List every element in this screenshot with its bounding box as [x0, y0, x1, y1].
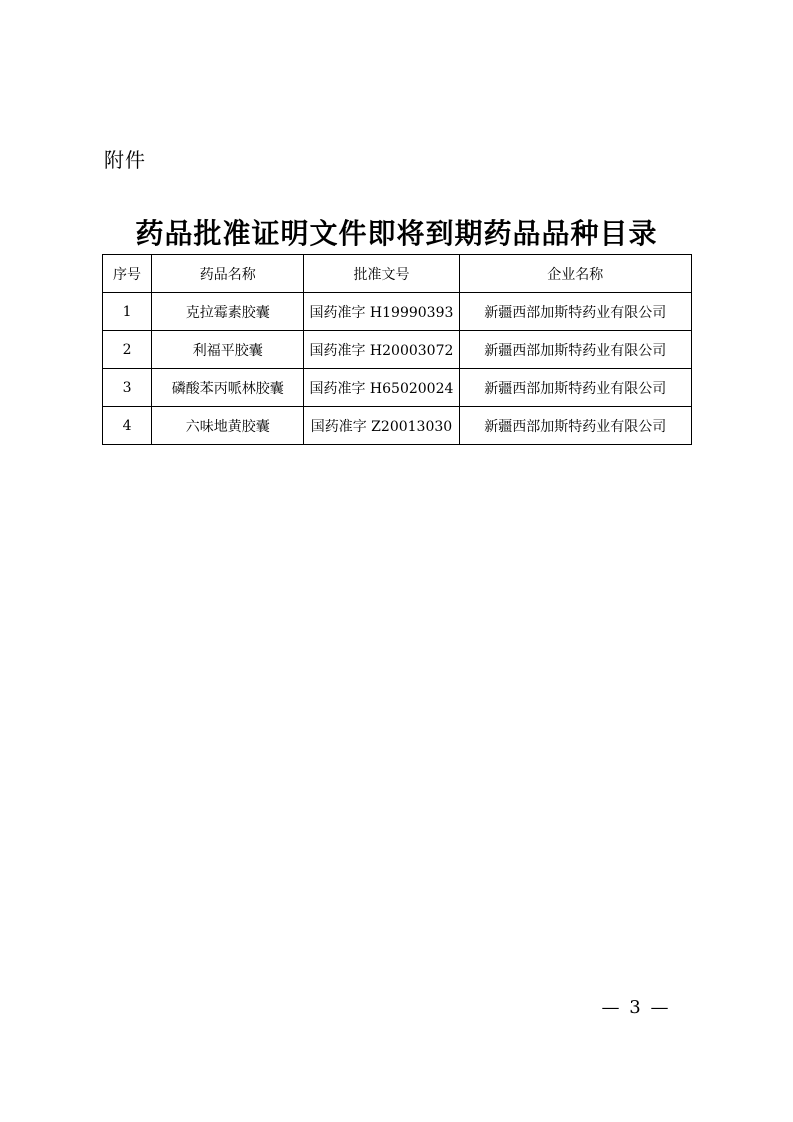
table-row [103, 331, 692, 369]
table-row [103, 407, 692, 445]
cell-drug-name: 六味地黄胶囊 [152, 407, 304, 445]
cell-drug-name: 磷酸苯丙哌林胶囊 [152, 369, 304, 407]
header-serial-number: 序号 [103, 255, 152, 293]
cell-drug-name: 克拉霉素胶囊 [152, 293, 304, 331]
cell-company-name: 新疆西部加斯特药业有限公司 [459, 369, 691, 407]
page-number: — 3 — [601, 997, 671, 1018]
cell-approval-number: 国药准字 H20003072 [304, 331, 459, 369]
header-company-name: 企业名称 [459, 255, 691, 293]
cell-serial-number: 1 [103, 293, 152, 331]
table-header-row [103, 255, 692, 293]
cell-company-name: 新疆西部加斯特药业有限公司 [459, 407, 691, 445]
cell-serial-number: 3 [103, 369, 152, 407]
cell-drug-name: 利福平胶囊 [152, 331, 304, 369]
cell-company-name: 新疆西部加斯特药业有限公司 [459, 331, 691, 369]
header-approval-number: 批准文号 [304, 255, 459, 293]
attachment-label: 附件 [104, 148, 146, 172]
cell-approval-number: 国药准字 Z20013030 [304, 407, 459, 445]
cell-approval-number: 国药准字 H65020024 [304, 369, 459, 407]
document-title: 药品批准证明文件即将到期药品品种目录 [135, 217, 658, 250]
table-row [103, 369, 692, 407]
cell-company-name: 新疆西部加斯特药业有限公司 [459, 293, 691, 331]
cell-approval-number: 国药准字 H19990393 [304, 293, 459, 331]
table-row [103, 293, 692, 331]
cell-serial-number: 4 [103, 407, 152, 445]
cell-serial-number: 2 [103, 331, 152, 369]
drug-list-table [102, 254, 692, 445]
header-drug-name: 药品名称 [152, 255, 304, 293]
